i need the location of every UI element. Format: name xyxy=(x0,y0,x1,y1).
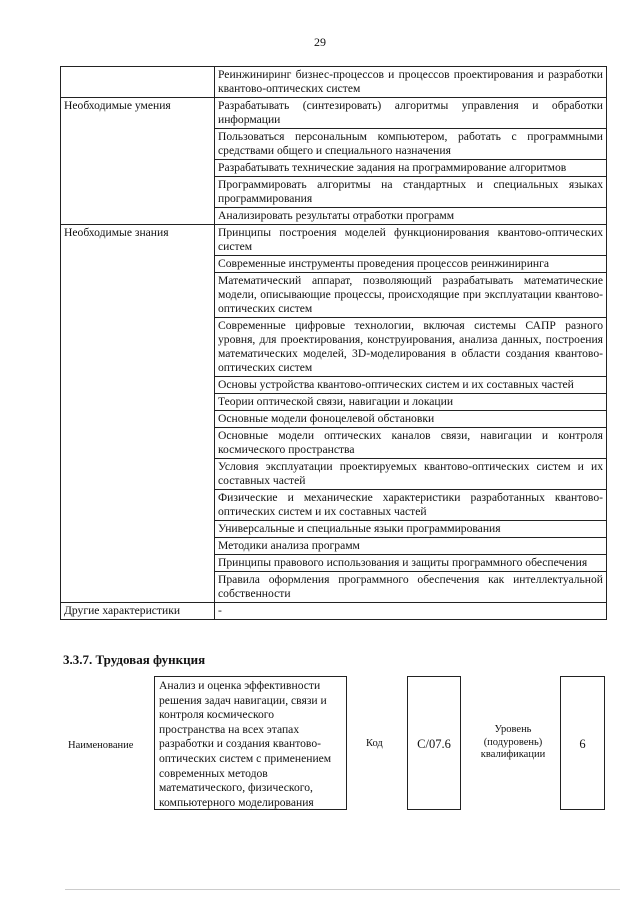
table-row xyxy=(61,67,607,98)
page-number: 29 xyxy=(314,35,326,49)
qualification-level-box: 6 xyxy=(560,676,605,810)
row-content: Программировать алгоритмы на стандартных и специальных языках программирования xyxy=(215,177,607,208)
row-content: Принципы правового использования и защиты программного обеспечения xyxy=(215,555,607,572)
row-content: Универсальные и специальные языки программирования xyxy=(215,521,607,538)
row-content: Современные цифровые технологии, включая системы САПР разного уровня, для проектирования, конструирования, анализа данных, построения математических моделей, 3D-моделирования в области создания квантово-оптических систем xyxy=(215,318,607,377)
table-row xyxy=(61,225,607,256)
row-content: Математический аппарат, позволяющий разрабатывать математические модели, описывающие процессы, происходящие при эксплуатации квантово-оптических систем xyxy=(215,273,607,318)
row-label xyxy=(61,67,215,98)
row-content: Физические и механические характеристики разработанных квантово-оптических систем и их составных частей xyxy=(215,490,607,521)
row-content: Основы устройства квантово-оптических систем и их составных частей xyxy=(215,377,607,394)
row-content: Условия эксплуатации проектируемых квантово-оптических систем и их составных частей xyxy=(215,459,607,490)
row-label: Необходимые знания xyxy=(61,225,215,603)
row-content: Основные модели оптических каналов связи, навигации и контроля космического пространства xyxy=(215,428,607,459)
row-content: Методики анализа программ xyxy=(215,538,607,555)
code-label: Код xyxy=(366,738,383,749)
requirements-table xyxy=(60,66,607,620)
row-label: Другие характеристики xyxy=(61,603,215,620)
row-content: Анализировать результаты отработки программ xyxy=(215,208,607,225)
table-row xyxy=(61,603,607,620)
labor-function-header xyxy=(60,676,607,811)
row-content: Принципы построения моделей функционирования квантово-оптических систем xyxy=(215,225,607,256)
row-content: Теории оптической связи, навигации и локации xyxy=(215,394,607,411)
bottom-rule xyxy=(65,889,620,890)
table-row xyxy=(61,98,607,129)
row-content: Разрабатывать технические задания на программирование алгоритмов xyxy=(215,160,607,177)
function-code-box: С/07.6 xyxy=(407,676,461,810)
name-label: Наименование xyxy=(68,740,134,751)
level-label: Уровень (подуровень) квалификации xyxy=(480,724,546,760)
row-content: Современные инструменты проведения процессов реинжиниринга xyxy=(215,256,607,273)
section-title: 3.3.7. Трудовая функция xyxy=(63,652,206,667)
row-content: Реинжиниринг бизнес-процессов и процессов проектирования и разработки квантово-оптических систем xyxy=(215,67,607,98)
row-content: - xyxy=(215,603,607,620)
row-content: Правила оформления программного обеспечения как интеллектуальной собственности xyxy=(215,572,607,603)
row-content: Пользоваться персональным компьютером, работать с программными средствами общего и специального назначения xyxy=(215,129,607,160)
row-content: Разрабатывать (синтезировать) алгоритмы управления и обработки информации xyxy=(215,98,607,129)
function-name-box: Анализ и оценка эффективности решения задач навигации, связи и контроля космического пространства на всех этапах разработки и создания квантово-оптических систем с применением современных методов математического, физического, компьютерного моделирования xyxy=(154,676,347,810)
row-label: Необходимые умения xyxy=(61,98,215,225)
row-content: Основные модели фоноцелевой обстановки xyxy=(215,411,607,428)
